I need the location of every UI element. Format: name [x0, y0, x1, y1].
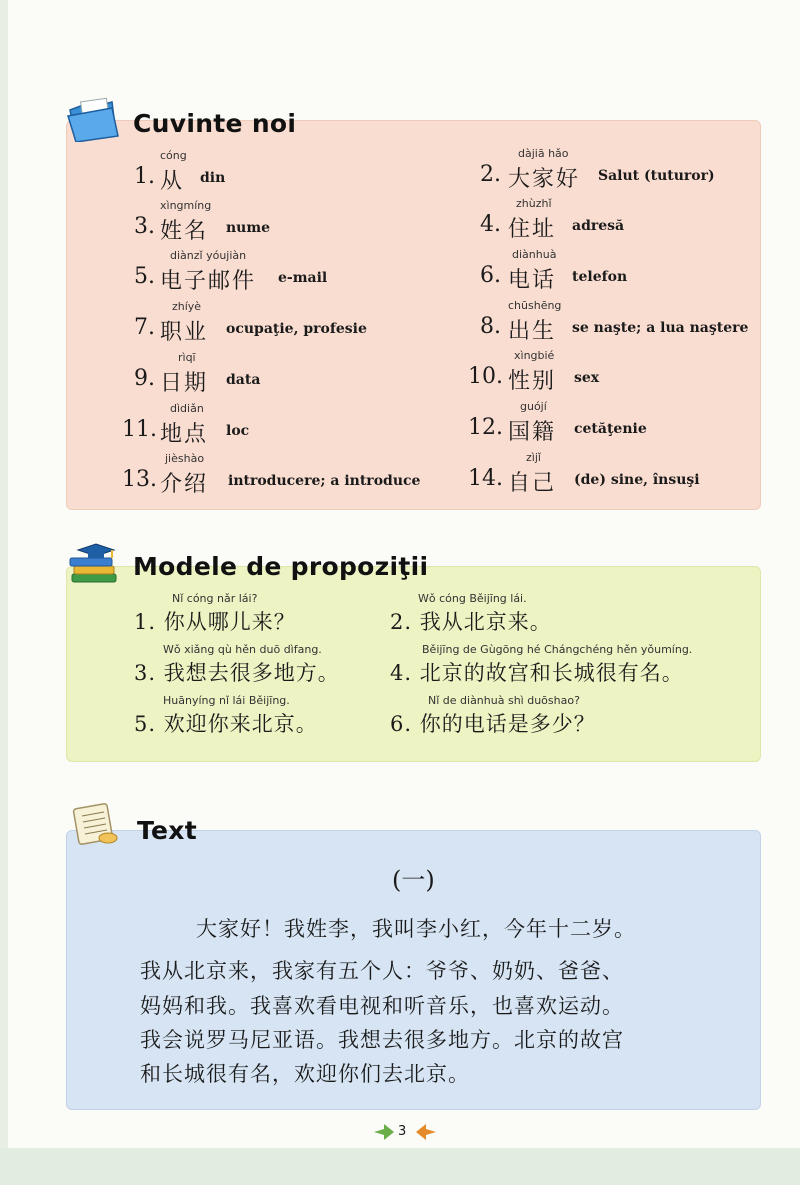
vocab-hanzi: 地点 — [160, 422, 209, 447]
text-line: 我从北京来，我家有五个人：爷爷、奶奶、爸爸、 — [140, 959, 624, 983]
vocab-meaning: sex — [574, 370, 600, 386]
vocab-number: 11. — [122, 417, 157, 442]
vocab-meaning: Salut (tuturor) — [598, 168, 715, 184]
vocab-meaning: se naşte; a lua naştere — [572, 320, 749, 336]
pinyin: guójí — [520, 400, 547, 413]
vocab-hanzi: 日期 — [160, 371, 209, 396]
pinyin: diànhuà — [512, 248, 557, 261]
pinyin: jièshào — [165, 452, 205, 465]
page-number: 3 — [398, 1124, 407, 1139]
pinyin: zhíyè — [172, 300, 202, 313]
text-part-heading: (一) — [392, 866, 435, 894]
vocab-meaning: loc — [226, 423, 250, 439]
vocab-hanzi: 出生 — [508, 319, 557, 344]
model-sentences-title: Modele de propoziţii — [133, 552, 429, 581]
vocab-number: 12. — [468, 415, 503, 440]
vocab-meaning: nume — [226, 220, 271, 236]
pinyin: Nǐ cóng nǎr lái? — [172, 592, 258, 605]
vocab-meaning: ocupaţie, profesie — [226, 321, 367, 337]
vocab-hanzi: 电话 — [508, 268, 557, 293]
books-graduation-cap-icon — [66, 540, 120, 586]
text-line: 大家好！我姓李，我叫李小红，今年十二岁。 — [196, 917, 636, 941]
vocab-meaning: e-mail — [278, 270, 328, 286]
vocab-meaning: adresă — [572, 218, 625, 234]
vocab-meaning: data — [226, 372, 261, 388]
vocab-meaning: introducere; a introduce — [228, 473, 421, 489]
pinyin: dìdiǎn — [170, 402, 204, 415]
vocab-number: 2. — [480, 162, 501, 187]
vocab-hanzi: 姓名 — [160, 219, 209, 244]
vocab-hanzi: 住址 — [508, 217, 557, 242]
vocab-meaning: (de) sine, însuşi — [574, 472, 700, 488]
vocab-number: 1. — [134, 164, 155, 189]
text-line: 我会说罗马尼亚语。我想去很多地方。北京的故宫 — [140, 1028, 624, 1052]
vocab-number: 5. — [134, 264, 155, 289]
vocab-hanzi: 电子邮件 — [160, 269, 257, 294]
pinyin: Huānyíng nǐ lái Běijīng. — [163, 694, 290, 707]
leaf-ornament-icon — [416, 1124, 436, 1140]
vocab-hanzi: 大家好 — [508, 167, 581, 192]
vocab-hanzi: 自己 — [508, 471, 557, 496]
model-sentence: 6. 你的电话是多少？ — [390, 712, 596, 736]
vocab-title: Cuvinte noi — [133, 109, 297, 138]
pinyin: rìqī — [178, 351, 196, 364]
pinyin: diànzǐ yóujiàn — [170, 249, 247, 262]
folder-icon — [66, 96, 120, 142]
vocab-hanzi: 国籍 — [508, 420, 557, 445]
pinyin: chūshēng — [508, 299, 562, 312]
vocab-meaning: din — [200, 170, 226, 186]
pinyin: zhùzhǐ — [516, 197, 552, 210]
pinyin: Wǒ cóng Běijīng lái. — [418, 592, 527, 605]
scroll-paper-icon — [68, 800, 122, 846]
footer-band — [0, 1148, 800, 1185]
text-line: 和长城很有名，欢迎你们去北京。 — [140, 1062, 470, 1086]
vocab-number: 14. — [468, 466, 503, 491]
text-section-title: Text — [137, 816, 197, 845]
vocab-number: 8. — [480, 314, 501, 339]
page-edge — [0, 0, 8, 1185]
model-sentence: 3. 我想去很多地方。 — [134, 661, 340, 685]
leaf-ornament-icon — [374, 1124, 394, 1140]
pinyin: Nǐ de diànhuà shì duōshao? — [428, 694, 580, 707]
pinyin: Wǒ xiǎng qù hěn duō dìfang. — [163, 643, 322, 656]
model-sentence: 1. 你从哪儿来？ — [134, 610, 296, 634]
vocab-number: 4. — [480, 212, 501, 237]
pinyin: cóng — [160, 149, 187, 162]
vocab-hanzi: 职业 — [160, 320, 209, 345]
model-sentence: 2. 我从北京来。 — [390, 610, 552, 634]
pinyin: xìngbié — [514, 349, 555, 362]
vocab-meaning: cetăţenie — [574, 421, 647, 437]
vocab-number: 10. — [468, 364, 503, 389]
model-sentence: 4. 北京的故宫和长城很有名。 — [390, 661, 684, 685]
model-sentence: 5. 欢迎你来北京。 — [134, 712, 318, 736]
vocab-number: 9. — [134, 366, 155, 391]
pinyin: dàjiā hǎo — [518, 147, 569, 160]
pinyin: zìjǐ — [526, 451, 541, 464]
vocab-number: 3. — [134, 214, 155, 239]
vocab-meaning: telefon — [572, 269, 628, 285]
pinyin: xìngmíng — [160, 199, 212, 212]
text-line: 妈妈和我。我喜欢看电视和听音乐，也喜欢运动。 — [140, 994, 624, 1018]
vocab-number: 7. — [134, 315, 155, 340]
vocab-number: 13. — [122, 467, 157, 492]
vocab-hanzi: 从 — [160, 169, 185, 194]
vocab-hanzi: 介绍 — [160, 472, 209, 497]
pinyin: Běijīng de Gùgōng hé Chángchéng hěn yǒumíng. — [422, 643, 693, 656]
vocab-hanzi: 性别 — [508, 369, 557, 394]
vocab-number: 6. — [480, 263, 501, 288]
